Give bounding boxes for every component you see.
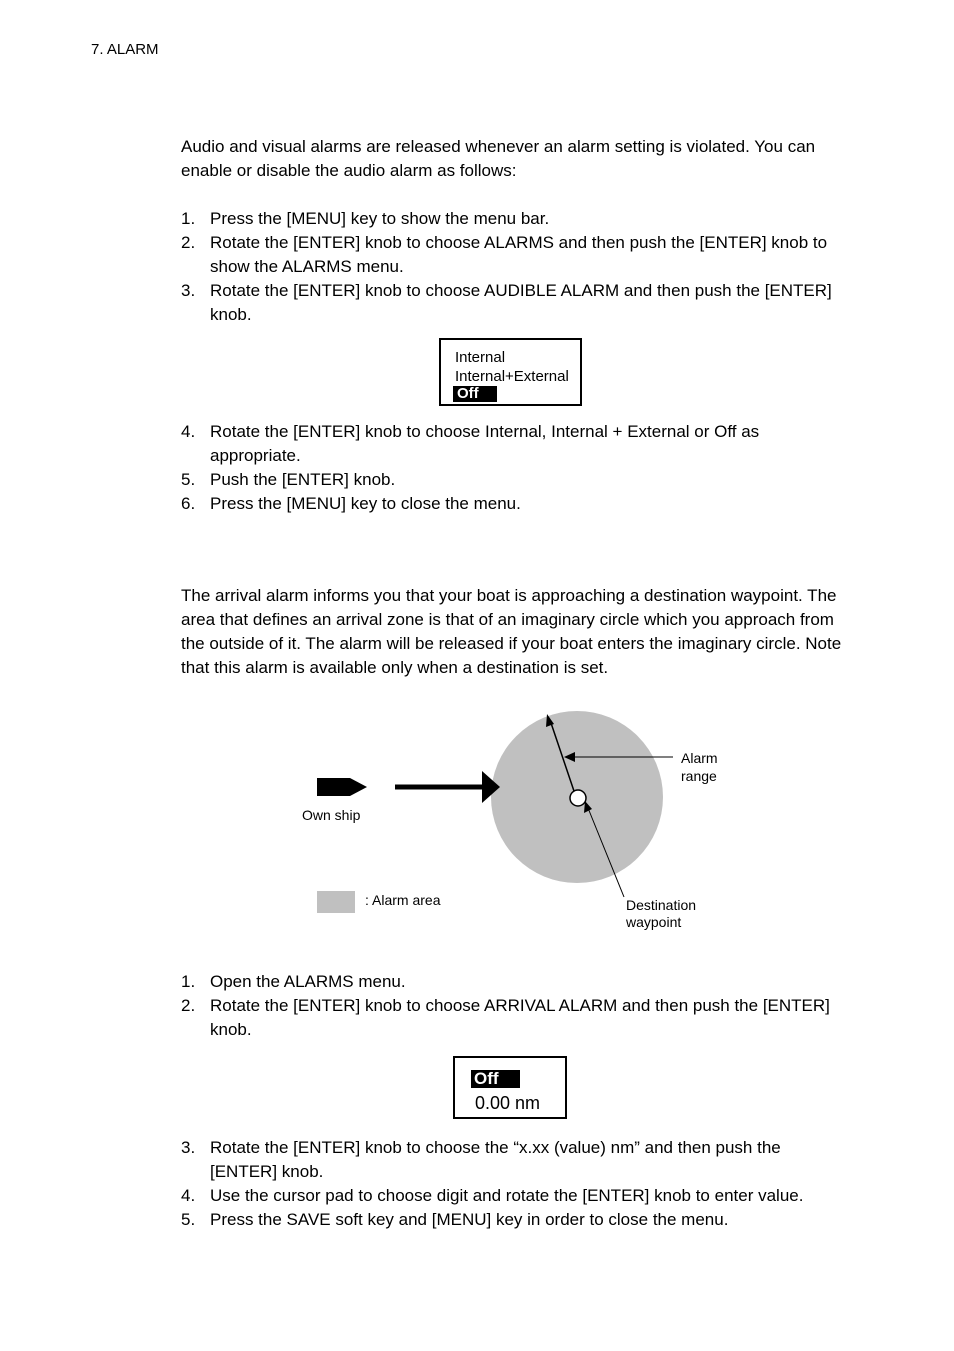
step-number: 2. [181,996,196,1015]
step-text: Rotate the [ENTER] knob to choose the “x.xx (value) nm” and then push the [ENTER] knob. [210,1138,781,1181]
step-text: Open the ALARMS menu. [210,972,406,991]
alarm-range-label-line2: range [681,768,717,784]
list-item [181,994,846,1042]
list-item [181,420,846,468]
step-number: 5. [181,470,196,489]
step-number: 3. [181,281,196,300]
own-ship-icon [317,778,367,796]
menu-option-off-selected: Off [471,1070,520,1088]
audio-alarm-steps-1 [181,207,846,327]
audible-alarm-menu [439,338,582,406]
destination-waypoint-icon [570,790,586,806]
step-text: Press the [MENU] key to close the menu. [210,494,521,513]
step-text: Rotate the [ENTER] knob to choose ARRIVAL ALARM and then push the [ENTER] knob. [210,996,830,1039]
menu-option-off-selected: Off [453,386,497,402]
list-item [181,1184,846,1208]
arrival-alarm-steps-2 [181,1136,846,1232]
legend-swatch [317,891,355,913]
alarm-range-label-line1: Alarm [681,750,718,766]
step-text: Rotate the [ENTER] knob to choose ALARMS and then push the [ENTER] knob to show the ALARMS menu. [210,233,828,276]
step-number: 5. [181,1210,196,1229]
step-text: Press the [MENU] key to show the menu bar. [210,209,550,228]
menu-option-internal: Internal [455,349,506,366]
step-text: Push the [ENTER] knob. [210,470,396,489]
list-item [181,207,846,231]
list-item [181,231,846,279]
destination-label-line1: Destination [626,897,697,913]
arrival-alarm-menu [453,1056,567,1119]
running-head: 7. ALARM [91,41,159,58]
step-text: Rotate the [ENTER] knob to choose AUDIBLE ALARM and then push the [ENTER] knob. [210,281,832,324]
list-item [181,1136,846,1184]
legend-label: : Alarm area [365,892,441,908]
step-number: 3. [181,1138,196,1157]
arrival-alarm-intro: The arrival alarm informs you that your boat is approaching a destination waypoint. The area that defines an arrival zone is that of an imaginary circle which you approach from the outside of it. The alarm will be released if your boat enters the imaginary circle. Note that this alarm is available only when a destination is set. [181,586,842,677]
menu-option-internal-external: Internal+External [455,368,569,385]
arrival-alarm-diagram [290,705,750,950]
destination-label-line2: waypoint [626,914,682,930]
step-number: 2. [181,233,196,252]
arrival-range-value: 0.00 nm [475,1093,541,1113]
step-number: 4. [181,1186,196,1205]
own-ship-label: Own ship [302,807,361,823]
list-item [181,970,846,994]
step-text: Use the cursor pad to choose digit and rotate the [ENTER] knob to enter value. [210,1186,804,1205]
list-item [181,492,846,516]
list-item [181,1208,846,1232]
audio-alarm-steps-2 [181,420,846,516]
step-number: 4. [181,422,196,441]
arrival-alarm-steps-1 [181,970,846,1042]
step-number: 1. [181,209,196,228]
step-text: Rotate the [ENTER] knob to choose Internal, Internal + External or Off as appropriate. [210,422,760,465]
audio-alarm-intro: Audio and visual alarms are released whenever an alarm setting is violated. You can enable or disable the audio alarm as follows: [181,137,816,180]
list-item [181,468,846,492]
list-item [181,279,846,327]
step-text: Press the SAVE soft key and [MENU] key in order to close the menu. [210,1210,729,1229]
step-number: 6. [181,494,196,513]
step-number: 1. [181,972,196,991]
